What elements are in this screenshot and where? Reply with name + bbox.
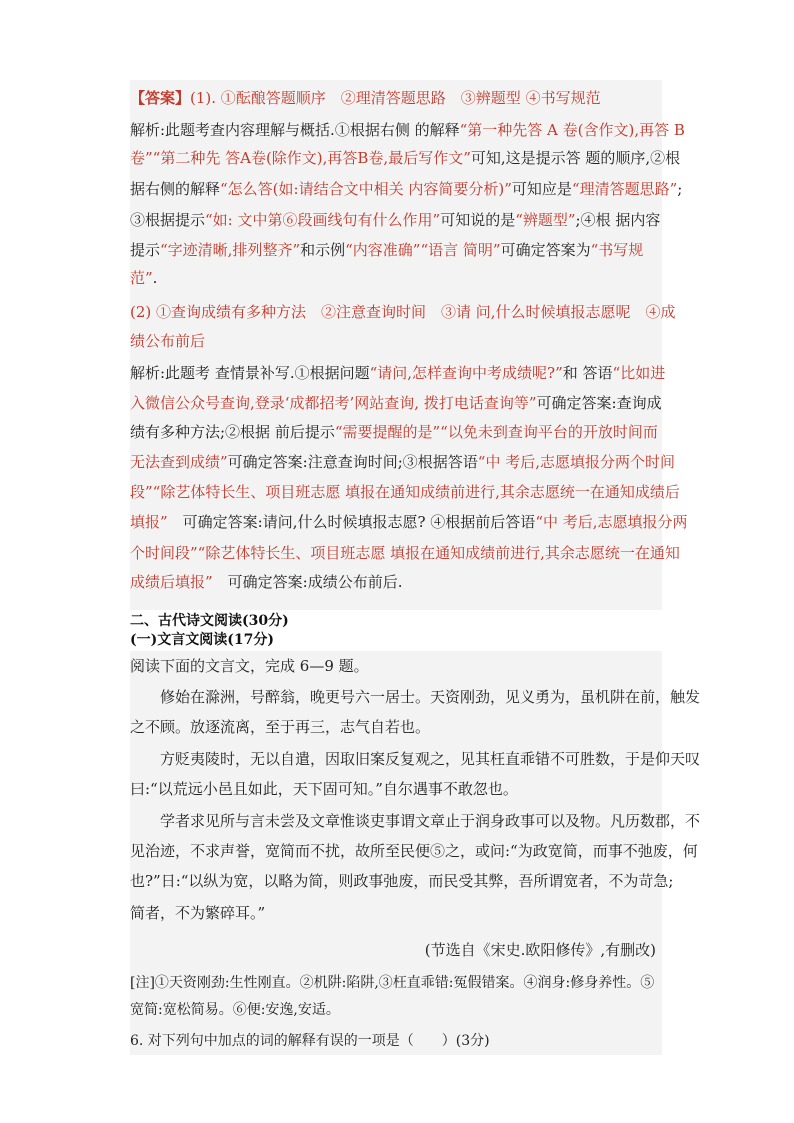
answer-text-segment: 个时间段”“除艺体特长生、项目班志愿 填报在通知成绩前进行,其余志愿统一在通知 <box>130 544 680 562</box>
answer-line <box>130 363 665 383</box>
answer-text-segment: 卷”“第二种先 答A卷(除作文),再答B卷,最后写作文” <box>130 149 471 167</box>
answer-text-segment: “中 考后,志愿填报分两个时间 <box>477 453 675 471</box>
answer-text-segment: ; <box>677 180 683 198</box>
answer-line <box>130 482 680 502</box>
answer-text-segment: 可确定答案:请问,什么时候填报志愿? ④根据前后答语 <box>167 513 536 531</box>
answer-text-segment: 解析:此题考查内容理解与概括.①根据右侧 的解释 <box>130 121 460 139</box>
answer-text-segment: 成绩后填报” <box>130 573 213 591</box>
answer-line <box>130 268 157 288</box>
answer-line <box>130 302 676 322</box>
passage-line: 也?”日:“以纵为宽，以略为简，则政事弛废，而民受其弊，吾所谓宽者，不为苛急; <box>130 872 674 890</box>
answer-text-segment: 【答案】 <box>130 89 191 107</box>
answer-text-segment: 提示 <box>130 241 161 259</box>
passage-line: 曰:“以荒远小邑且如此，天下固可知。”自尔遇事不敢忽也。 <box>130 780 518 798</box>
answer-text-segment: “如: 文中第⑥段画线句有什么作用” <box>205 211 441 229</box>
notes-line: [注]①天资刚劲:生性刚直。②机阱:陷阱,③枉直乖错:冤假错案。④润身:修身养性。⑤ <box>130 975 655 991</box>
passage-line: 修始在滁洲，号醉翁，晚更号六一居士。天资刚劲，见义勇为，虽机阱在前，触发 <box>160 688 701 706</box>
answer-text-segment: 绩公布前后 <box>130 332 206 350</box>
answer-text-segment: 解析:此题考 查情景补写.①根据问题 <box>130 364 370 382</box>
answer-text-segment: (2) ①查询成绩有多种方法 ②注意查询时间 ③请 问,什么时候填报志愿呢 ④成 <box>130 303 676 321</box>
passage-line: 方贬夷陵时，无以自遣，因取旧案反复观之，见其枉直乖错不可胜数，于是仰天叹 <box>160 750 701 768</box>
answer-text-segment: 段”“除艺体特长生、项目班志愿 填报在通知成绩前进行,其余志愿统一在通知成绩后 <box>130 483 680 501</box>
answer-line <box>130 572 403 592</box>
answer-line <box>130 179 682 199</box>
answer-text-segment: 可确定答案:查询成 <box>536 394 662 412</box>
answer-line <box>130 148 680 168</box>
passage-line: 简者，不为繁碎耳。” <box>130 904 266 922</box>
notes-line: 宽简:宽松简易。⑥便:安逸,安适。 <box>130 1002 340 1018</box>
answer-text-segment: 据右侧的解释 <box>130 180 221 198</box>
answer-text-segment: ;④根 据内容 <box>575 211 661 229</box>
answer-text-segment: “书写规 <box>590 241 644 259</box>
answer-text-segment: 和 答语 <box>562 364 613 382</box>
answer-text-segment: (1). ①酝酿答题顺序 ②理清答题思路 ③辨题型 ④书写规范 <box>190 89 601 107</box>
subsection-title: (一)文言文阅读(17分) <box>130 632 274 648</box>
answer-line <box>130 120 685 140</box>
answer-text-segment: “请问,怎样查询中考成绩呢?” <box>369 364 563 382</box>
passage-line: 学者求见所与言未尝及文章惟谈吏事谓文章止于润身政事可以及物。凡历数郡，不 <box>160 812 701 830</box>
passage-line: 之不顾。放逐流离，至于再三，志气自若也。 <box>130 718 431 736</box>
answer-line <box>130 210 660 230</box>
answer-text-segment: “理清答题思路” <box>571 180 678 198</box>
answer-text-segment: ③根据提示 <box>130 211 206 229</box>
answer-text-segment: 可确定答案为 <box>500 241 591 259</box>
answer-text-segment: 和示例 <box>300 241 346 259</box>
answer-text-segment: 范” <box>130 269 153 287</box>
answer-text-segment: 可知说的是 <box>440 211 516 229</box>
reading-block <box>130 651 701 1055</box>
answer-text-segment: . <box>152 269 158 287</box>
answer-text-segment: “字迹清晰,排列整齐” <box>160 241 301 259</box>
answer-text-segment: 可确定答案:注意查询时间;③根据答语 <box>227 453 478 471</box>
source-citation: (节选自《宋史.欧阳修传》,有删改) <box>424 941 656 959</box>
answer-text-segment: “内容准确”“语言 简明” <box>345 241 501 259</box>
passage-line: 见治迹，不求声誉，宽简而不扰，故所至民便⑤之，或问:“为政宽简，而事不弛废，何 <box>130 842 698 860</box>
answer-text-segment: 可知,这是提示答 题的顺序,②根 <box>470 149 681 167</box>
answer-text-segment: 绩有多种方法;②根据 前后提示 <box>130 423 335 441</box>
passage-line: 阅读下面的文言文，完成 6—9 题。 <box>130 657 369 675</box>
answer-text-segment: “第一种先答 A 卷(含作文),再答 B <box>459 121 685 139</box>
answer-text-segment: “中 考后,志愿填报分两 <box>535 513 688 531</box>
answer-line <box>130 422 658 442</box>
answer-line <box>130 452 675 472</box>
answer-line <box>130 240 643 260</box>
answer-text-segment: “怎么答(如:请结合文中相关 内容简要分析)” <box>220 180 512 198</box>
answer-line <box>130 88 601 108</box>
section-title: 二、古代诗文阅读(30分) <box>130 613 289 629</box>
answer-text-segment: “辨题型” <box>515 211 576 229</box>
answer-text-segment: “比如进 <box>612 364 666 382</box>
answer-line <box>130 393 662 413</box>
answer-line <box>130 331 205 351</box>
answer-text-segment: 填报” <box>130 513 168 531</box>
answer-text-segment: 可确定答案:成绩公布前后. <box>212 573 403 591</box>
answer-block <box>130 80 688 610</box>
answer-text-segment: 可知应是 <box>511 180 572 198</box>
answer-text-segment: 入微信公众号查询,登录‘成都招考’网站查询, 拨打电话查询等” <box>130 394 537 412</box>
answer-line <box>130 543 680 563</box>
question-6: 6. 对下列句中加点的词的解释有误的一项是（ ）(3分) <box>130 1033 490 1049</box>
answer-text-segment: 无法查到成绩” <box>130 453 228 471</box>
answer-text-segment: “以免未到查询平台的开放时间而 <box>440 423 658 441</box>
answer-text-segment: “需要提醒的是” <box>334 423 441 441</box>
answer-line <box>130 512 688 532</box>
